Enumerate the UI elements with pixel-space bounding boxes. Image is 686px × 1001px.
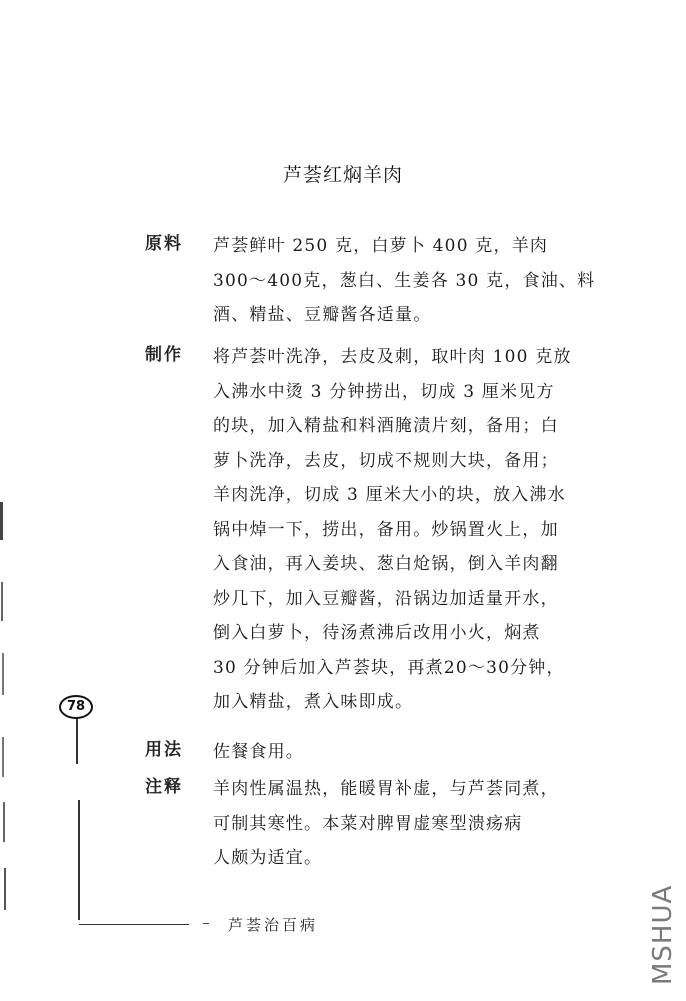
scan-edge-mark — [2, 737, 4, 777]
page-number: 78 — [59, 695, 93, 719]
text-line: 的块，加入精盐和料酒腌渍片刻，备用；白 — [213, 416, 559, 436]
section-label: 原料 — [145, 234, 183, 254]
text-line: 芦荟鲜叶 250 克，白萝卜 400 克，羊肉 — [213, 236, 549, 256]
text-line: 锅中焯一下，捞出，备用。炒锅置火上，加 — [213, 519, 559, 540]
section-label: 用法 — [145, 740, 183, 760]
section-body — [213, 229, 596, 333]
text-line: 将芦荟叶洗净，去皮及刺，取叶肉 100 克放 — [213, 347, 572, 367]
text-line: 萝卜洗净，去皮，切成不规则大块，备用； — [213, 450, 559, 471]
text-line: 加入精盐，煮入味即成。 — [213, 692, 414, 712]
text-line: 倒入白萝卜，待汤煮沸后改用小火，焖煮 — [213, 623, 541, 643]
text-line: 羊肉洗净，切成 3 厘米大小的块，放入沸水 — [213, 485, 566, 505]
text-line: 入沸水中烫 3 分钟捞出，切成 3 厘米见方 — [213, 381, 555, 402]
text-line: 佐餐食用。 — [213, 742, 304, 762]
section-body — [213, 735, 593, 770]
watermark: MSHUA — [648, 884, 678, 985]
margin-line — [76, 719, 78, 764]
text-line: 酒、精盐、豆瓣酱各适量。 — [213, 305, 432, 325]
scan-edge-mark — [4, 868, 6, 910]
scan-edge-mark — [0, 502, 3, 540]
section-label: 制作 — [145, 345, 183, 365]
section-body — [213, 340, 593, 720]
section-label: 注释 — [145, 777, 183, 797]
footer-rule — [79, 924, 189, 925]
recipe-title: 芦荟红焖羊肉 — [282, 164, 403, 186]
margin-line — [78, 800, 80, 920]
footer-dash — [203, 923, 209, 924]
book-title-footer: 芦荟治百病 — [228, 916, 319, 934]
section-body — [213, 772, 593, 876]
text-line: 可制其寒性。本菜对脾胃虚寒型溃疡病 — [213, 813, 523, 834]
text-line: 300～400克，葱白、生姜各 30 克，食油、料 — [213, 270, 596, 291]
scan-edge-mark — [2, 653, 4, 695]
scan-edge-mark — [3, 802, 5, 842]
text-line: 30 分钟后加入芦荟块，再煮20～30分钟， — [213, 657, 565, 678]
scan-edge-mark — [1, 582, 3, 621]
text-line: 人颇为适宜。 — [213, 848, 323, 868]
text-line: 炒几下，加入豆瓣酱，沿锅边加适量开水， — [213, 588, 559, 609]
text-line: 羊肉性属温热，能暖胃补虚，与芦荟同煮， — [213, 779, 559, 799]
text-line: 入食油，再入姜块、葱白炝锅，倒入羊肉翻 — [213, 554, 559, 574]
